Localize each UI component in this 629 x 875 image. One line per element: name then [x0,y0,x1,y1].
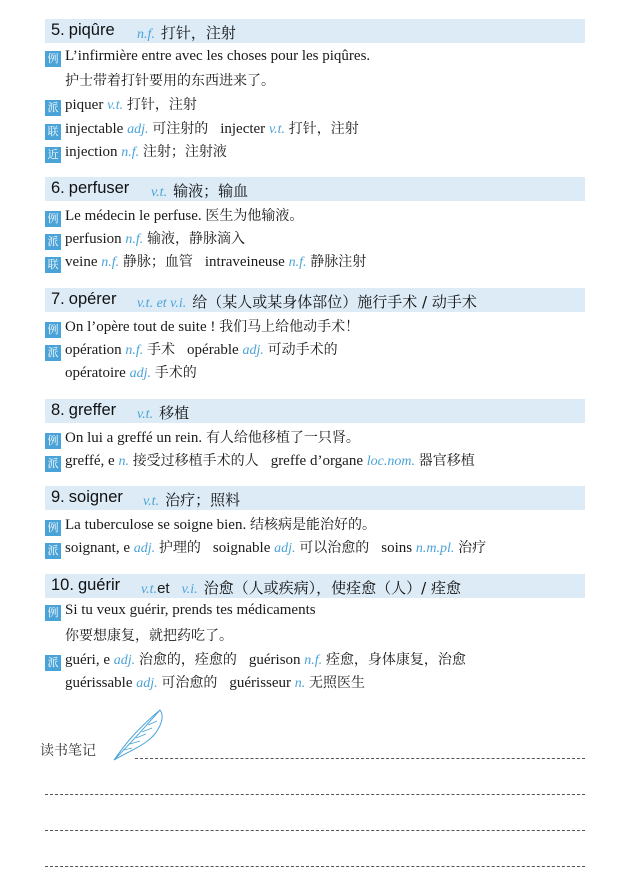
notes-label: 读书笔记 [40,743,96,759]
entry-meaning: 治疗；照料 [165,491,241,509]
entry-piqure [45,19,585,43]
entry-number: 7. [51,290,65,308]
example-french: Le médecin le perfuse. [65,208,202,224]
part-of-speech: n. [118,454,129,469]
related-tag: 联 [45,257,61,273]
derived-word: piquer [65,97,104,113]
derivative-tag: 派 [45,345,61,361]
derivative-tag: 派 [45,100,61,116]
related-line [45,118,359,138]
example-chinese: 结核病是能治好的。 [249,517,376,533]
part-of-speech: v.t. [143,494,160,509]
note-line [45,794,585,795]
part-of-speech: v.t. [268,122,286,137]
entry-greffer [45,399,585,423]
derivative-tag: 派 [45,655,61,671]
entry-header [45,177,585,201]
example-chinese: 有人给他移植了一只肾。 [205,430,360,446]
note-line [135,758,585,759]
example-french: La tuberculose se soigne bien. [65,517,247,533]
derived-word: soignant, e [65,540,130,556]
example-tag: 例 [45,433,61,449]
example-line [45,602,316,622]
part-of-speech: n.f. [101,255,120,270]
derivative-line [45,339,338,359]
entry-header [45,19,585,43]
entry-meaning: 打针，注射 [160,24,236,42]
entry-word: greffer [68,401,117,419]
entry-perfuser [45,177,585,201]
part-of-speech: adj. [113,653,136,668]
near-word: injection [65,144,118,160]
part-of-speech: adj. [274,541,296,556]
example-french: On lui a greffé un rein. [65,430,203,446]
part-of-speech: n. [294,676,306,691]
derived-meaning: 接受过移植手术的人 [132,453,259,469]
derived-meaning: 手术的 [154,365,197,381]
part-of-speech: v.t. [107,98,124,113]
example-line [45,48,370,68]
entry-operer [45,288,585,312]
entry-word: opérer [68,290,117,308]
example-chinese: 你要想康复，就把药吃了。 [65,628,233,644]
example-line [45,427,360,447]
related-meaning: 静脉；血管 [122,254,193,270]
example-translation-line [65,70,275,90]
derivative-line-continued [65,672,365,692]
part-of-speech: adj. [136,676,158,691]
related-meaning: 可注射的 [152,121,209,137]
example-line [45,316,359,336]
entry-number: 6. [51,179,65,197]
derived-word: opération [65,342,122,358]
near-line [45,141,227,161]
entry-number: 5. [51,21,65,39]
derivative-line [45,537,486,557]
near-tag: 近 [45,147,61,163]
example-tag: 例 [45,322,61,338]
entry-number: 10. [51,576,74,594]
derived-meaning: 护理的 [158,540,201,556]
related-word: veine [65,254,98,270]
entry-meaning: 给（某人或某身体部位）施行手术 / 动手术 [192,293,477,311]
part-of-speech: v.t. [137,407,154,422]
part-of-speech: n.m.pl. [415,541,455,556]
related-tag: 联 [45,124,61,140]
derived-word: opérable [187,342,239,358]
derived-word: opératoire [65,365,126,381]
related-meaning: 打针，注射 [288,121,359,137]
example-line [45,514,376,534]
entry-header [45,574,585,598]
derivative-line [45,228,245,248]
part-of-speech: adj. [127,122,149,137]
part-of-speech: n.f. [137,27,155,42]
note-line [45,866,585,867]
example-chinese: 护士带着打针要用的东西进来了。 [65,73,275,89]
derived-word: perfusion [65,231,122,247]
part-of-speech: n.f. [125,343,144,358]
part-of-speech: adj. [242,343,264,358]
entry-word: perfuser [68,179,130,197]
example-chinese: 我们马上给他动手术！ [219,319,360,335]
entry-word: piqûre [68,21,115,39]
derived-word: guérison [248,652,301,668]
entry-header [45,288,585,312]
entry-number: 9. [51,488,65,506]
example-tag: 例 [45,605,61,621]
example-french: On l’opère tout de suite ! [65,319,216,335]
part-of-speech: v.t. et v.i. [137,296,187,311]
derived-meaning: 痊愈，身体康复，治愈 [325,652,466,668]
derived-meaning: 无照医生 [309,675,366,691]
derived-word: guérissable [65,675,133,691]
part-of-speech: n.f. [121,145,140,160]
derived-word: greffé, e [65,453,115,469]
derived-meaning: 器官移植 [418,453,475,469]
part-of-speech: adj. [133,541,156,556]
entry-number: 8. [51,401,65,419]
derivative-line [45,94,197,114]
derived-meaning: 打针，注射 [126,97,197,113]
part-of-speech: n.f. [125,232,144,247]
feather-icon [110,706,170,762]
related-word: injectable [65,121,124,137]
entry-meaning: 输液；输血 [173,182,249,200]
derived-meaning: 治愈的，痊愈的 [138,652,237,668]
derived-meaning: 手术 [147,342,176,358]
near-meaning: 注射；注射液 [142,144,227,160]
derivative-tag: 派 [45,543,61,559]
example-chinese: 医生为他输液。 [205,208,304,224]
example-translation-line [65,625,233,645]
derived-word: guéri, e [65,652,110,668]
part-of-speech: n.f. [288,255,307,270]
derived-meaning: 输液，静脉滴入 [147,231,246,247]
example-french: Si tu veux guérir, prends tes médicaments [65,602,316,618]
related-line [45,251,366,271]
related-word: injecter [220,121,266,137]
entry-word: soigner [68,488,123,506]
example-tag: 例 [45,520,61,536]
note-line [45,830,585,831]
entry-header [45,399,585,423]
entry-header [45,486,585,510]
derived-meaning: 治疗 [458,540,487,556]
derivative-line [45,450,475,470]
entry-soigner [45,486,585,510]
part-of-speech: v.t. [141,582,158,597]
derived-word: guérisseur [229,675,292,691]
derived-meaning: 可以治愈的 [299,540,370,556]
derived-word: soignable [212,540,271,556]
entry-meaning: 移植 [159,404,190,422]
derived-meaning: 可治愈的 [161,675,218,691]
entry-word: guérir [77,576,121,594]
example-line [45,205,303,225]
derivative-tag: 派 [45,456,61,472]
part-of-speech: v.t. [151,185,168,200]
entry-meaning: 治愈（人或疾病），使痊愈（人）/ 痊愈 [203,579,461,597]
part-of-speech: v.i. [181,582,198,597]
related-meaning: 静脉注射 [310,254,367,270]
part-of-speech: loc.nom. [366,454,415,469]
derivative-line [45,649,466,669]
derivative-line-continued [65,362,197,382]
part-of-speech: n.f. [304,653,323,668]
example-french: L’infirmière entre avec les choses pour les piqûres. [65,48,371,64]
example-tag: 例 [45,211,61,227]
part-of-speech: adj. [129,366,151,381]
example-tag: 例 [45,51,61,67]
pos-conjunction: et [157,580,170,597]
entry-guerir [45,574,585,598]
derived-word: greffe d’organe [270,453,364,469]
derived-word: soins [381,540,413,556]
derivative-tag: 派 [45,234,61,250]
related-word: intraveineuse [204,254,285,270]
derived-meaning: 可动手术的 [267,342,338,358]
